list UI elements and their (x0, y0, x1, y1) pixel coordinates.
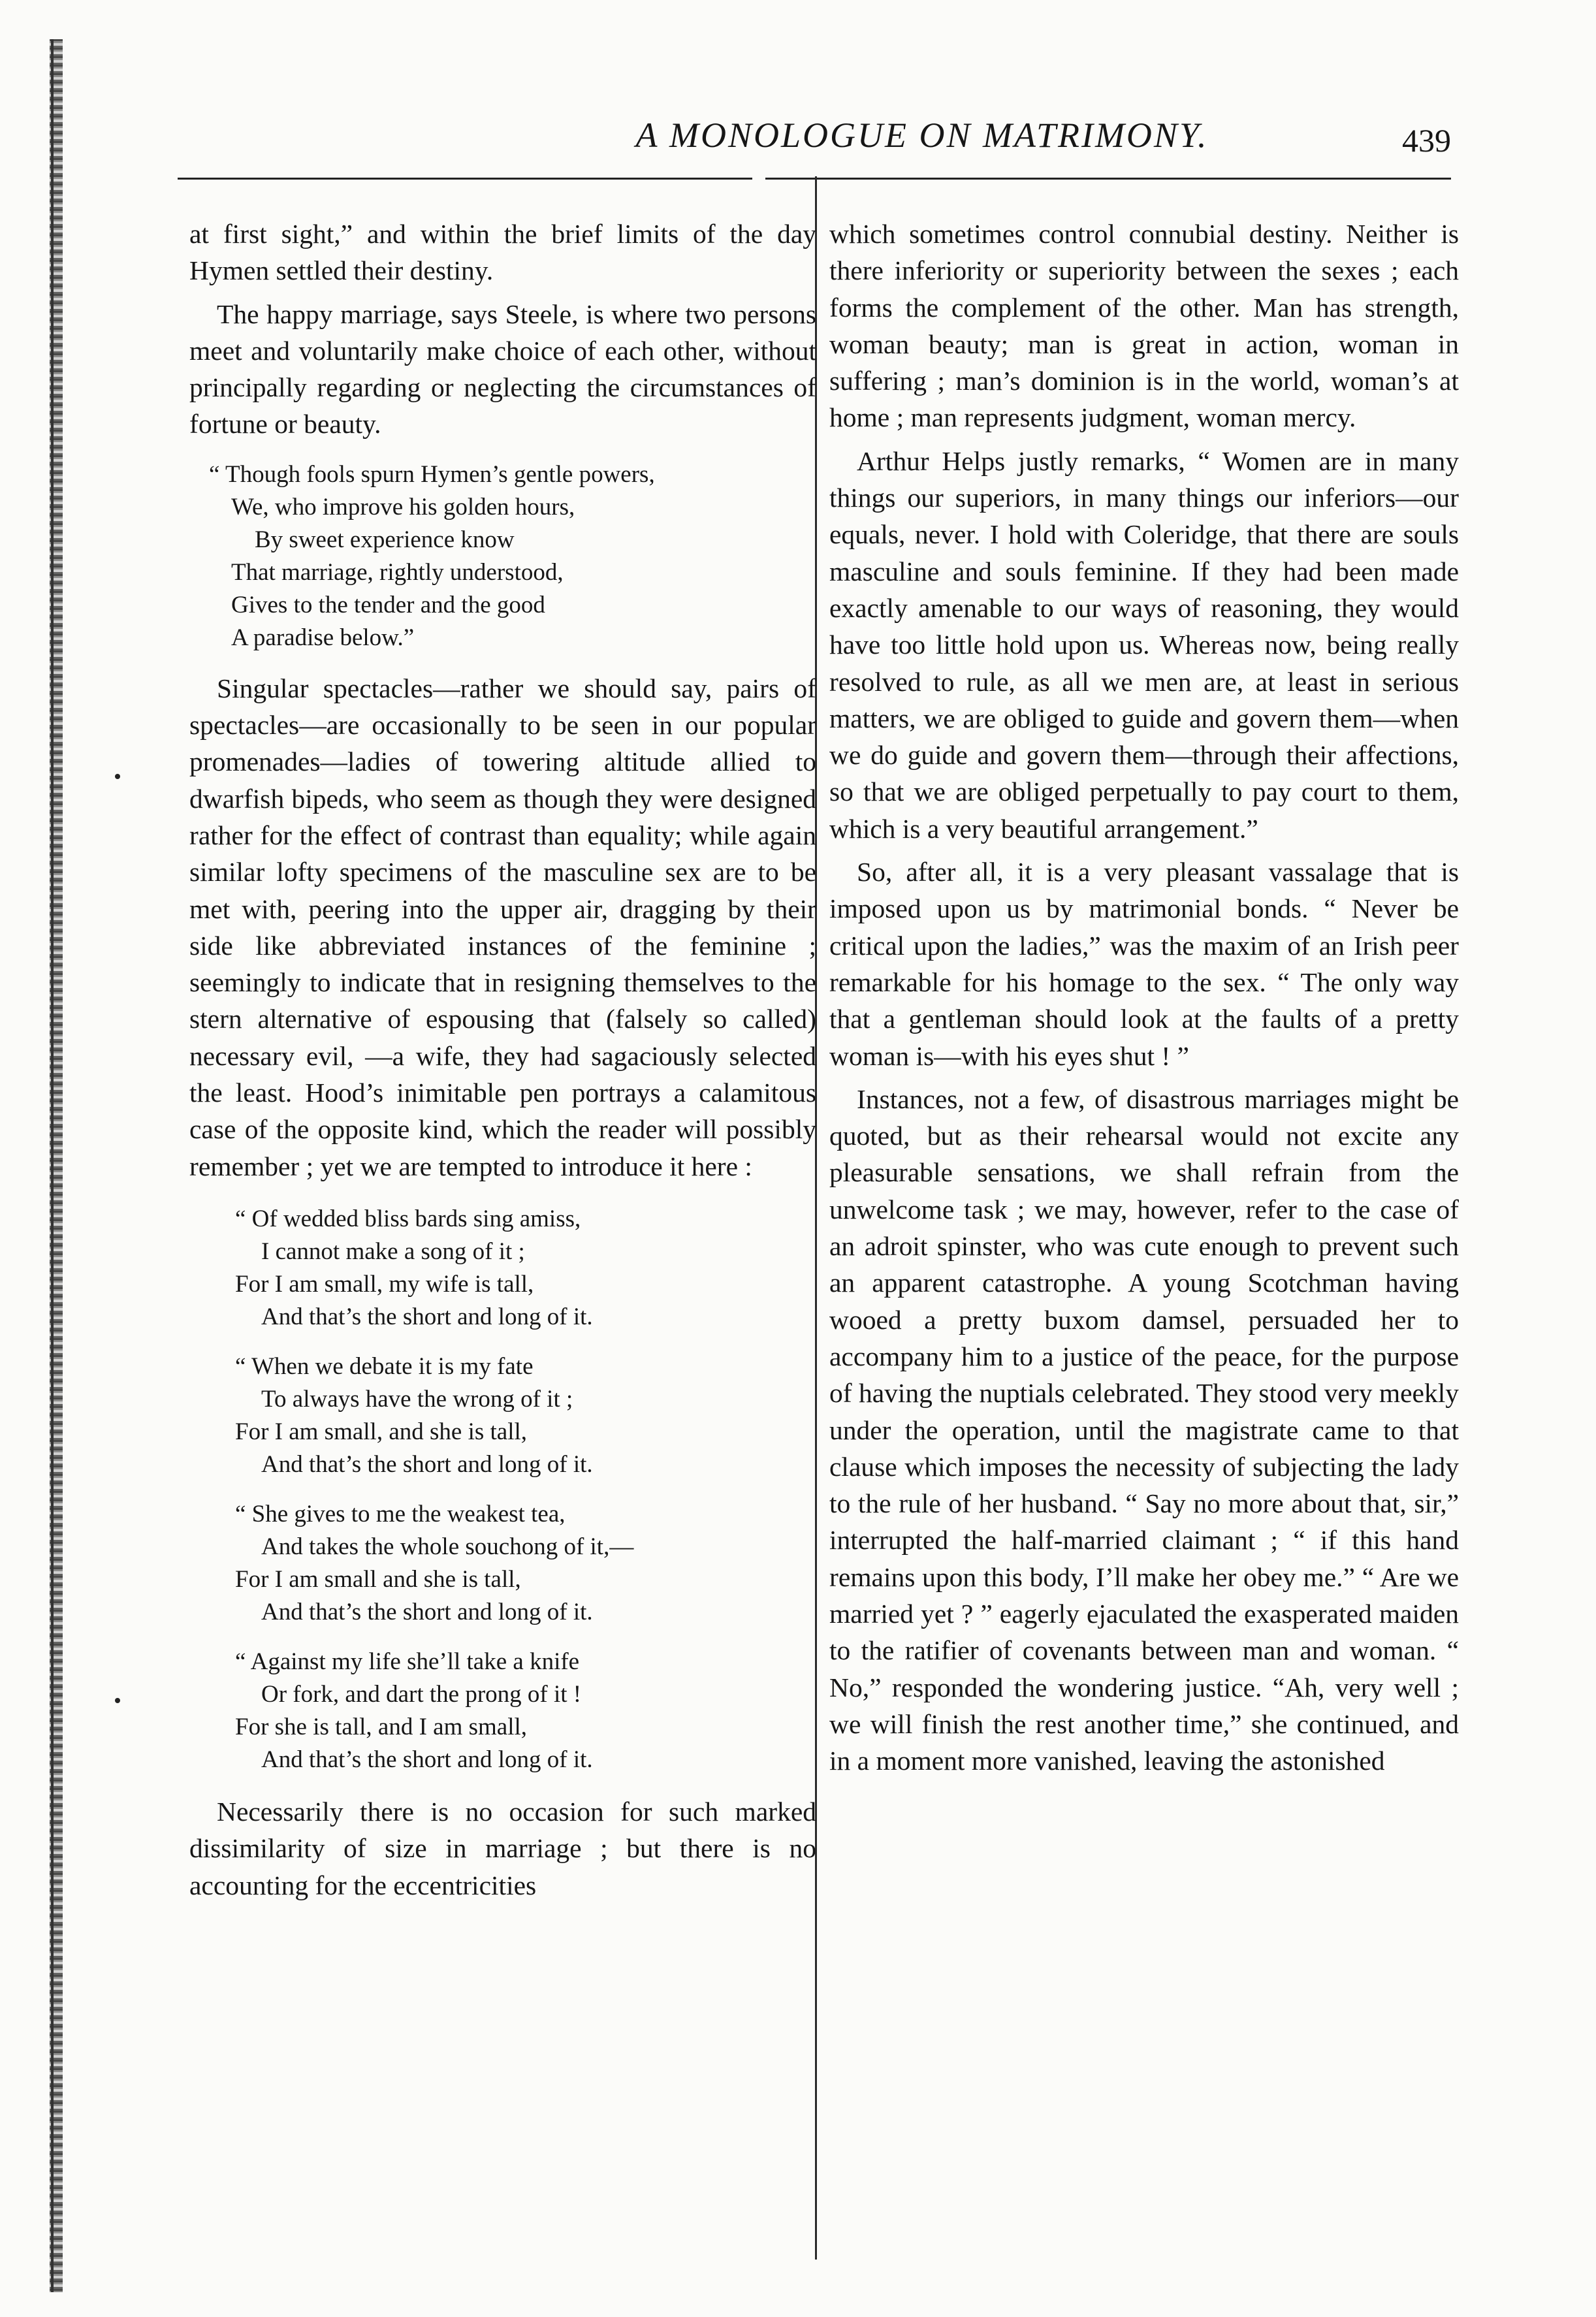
margin-speck (115, 774, 120, 779)
paragraph: at first sight,” and within the brief limits of the day Hymen settled their destiny. (189, 219, 816, 286)
paragraph: Singular spectacles—rather we should say, pairs of spectacles—are occasionally to be seen in our popular promenades—ladies of towering altitude allied to dwarfish bipeds, who seem as though they were designed rather for the effect of contrast than equality; while again similar lofty specimens of the masculine sex are to be met with, peering into the upper air, dragging by their side like abbreviated instances of the feminine ; seemingly to indicate that in resigning themselves to the stern alternative of espousing that (falsely so called) necessary evil, —a wife, they had sagaciously selected the least. Hood’s inimitable pen portrays a calamitous case of the opposite kind, which the reader will possibly remember ; yet we are tempted to introduce it here : (189, 673, 816, 1181)
paragraph: which sometimes control connubial destiny. Neither is there inferiority or superiority between the sexes ; each forms the complement of the other. Man has strength, woman beauty; man is great in action, woman in suffering ; man’s dominion is in the world, woman’s at home ; man represents judgment, woman mercy. (829, 219, 1459, 433)
header-rule-left (178, 178, 752, 180)
poem-line: To always have the wrong of it ; (261, 1385, 573, 1413)
book-binding-edge (44, 39, 68, 2292)
poem-line: And that’s the short and long of it. (261, 1598, 593, 1625)
poem-line: For I am small and she is tall, (235, 1565, 521, 1593)
poem-line: And that’s the short and long of it. (261, 1303, 593, 1330)
poem-line: “ Against my life she’ll take a knife (235, 1648, 580, 1675)
poem-line: “ When we debate it is my fate (235, 1352, 534, 1380)
binding-rule (51, 39, 54, 2292)
poem-line: For I am small, and she is tall, (235, 1418, 528, 1445)
right-column (829, 216, 1459, 1779)
poem-line: For I am small, my wife is tall, (235, 1270, 534, 1298)
paragraph: Necessarily there is no occasion for such marked dissimilarity of size in marriage ; but there is no accounting for the eccentricities (189, 1796, 816, 1900)
poem-line: That marriage, rightly understood, (231, 558, 564, 586)
poem-line: “ She gives to me the weakest tea, (235, 1500, 566, 1527)
poem-line: Or fork, and dart the prong of it ! (261, 1680, 582, 1708)
poem-line: For she is tall, and I am small, (235, 1713, 528, 1740)
left-column (189, 216, 816, 1904)
margin-speck (115, 1698, 120, 1703)
poem-line: I cannot make a song of it ; (261, 1238, 525, 1265)
paragraph: The happy marriage, says Steele, is where two persons meet and voluntarily make choice of each other, without principally regarding or neglecting the circumstances of fortune or beauty. (189, 298, 816, 439)
poem-line: And that’s the short and long of it. (261, 1450, 593, 1478)
poem-stanza (235, 1203, 816, 1334)
poem-line: And that’s the short and long of it. (261, 1746, 593, 1773)
poem-line: “ Though fools spurn Hymen’s gentle powers, (209, 460, 655, 488)
paragraph: Arthur Helps justly remarks, “ Women are in many things our superiors, in many things our inferiors—our equals, never. I hold with Coleridge, that there are souls masculine and souls feminine. If they had been made exactly amenable to our ways of reasoning, they would have too little hold upon us. Whereas now, being really resolved to rule, as all we men are, at least in serious matters, we are obliged to guide and govern them—when we do guide and govern them—through their affections, so that we are obliged perpetually to pay court to them, which is a very beautiful arrangement.” (829, 445, 1459, 844)
poem-line: And takes the whole souchong of it,— (261, 1533, 634, 1560)
poem-line: By sweet experience know (255, 526, 515, 553)
poem-line: A paradise below.” (231, 624, 415, 651)
poem-line: “ Of wedded bliss bards sing amiss, (235, 1205, 581, 1232)
poem-quotation (209, 458, 816, 654)
poem-line: Gives to the tender and the good (231, 591, 545, 618)
poem-quotation (235, 1203, 816, 1776)
poem-stanza (235, 1646, 816, 1776)
poem-stanza (235, 1350, 816, 1481)
paragraph: So, after all, it is a very pleasant vassalage that is imposed upon us by matrimonial bonds. “ Never be critical upon the ladies,” was the maxim of an Irish peer remarkable for his homage to the sex. “ The only way that a gentleman should look at the faults of a pretty woman is—with his eyes shut ! ” (829, 857, 1459, 1071)
page-header (178, 111, 1451, 170)
poem-stanza (235, 1498, 816, 1629)
poem-line: We, who improve his golden hours, (231, 493, 575, 520)
header-rule-right (765, 178, 1451, 180)
page-number: 439 (1402, 122, 1451, 159)
paragraph: Instances, not a few, of disastrous marriages might be quoted, but as their rehearsal would not excite any pleasurable sensations, we shall refrain from the unwelcome task ; we may, however, refer to the case of an adroit spinster, who was cute enough to prevent such an apparent catastrophe. A young Scotchman having wooed a pretty buxom damsel, persuaded her to accompany him to a justice of the peace, for the purpose of having the nuptials celebrated. They stood very meekly under the operation, until the magistrate came to that clause which imposes the necessity of subjecting the lady to the rule of her husband. “ Say no more about that, sir,” interrupted the half-married claimant ; “ if this hand remains upon this body, I’ll make her obey me.” “ Are we married yet ? ” eagerly ejaculated the exasperated maiden to the ratifier of covenants between man and woman. “ No,” responded the wondering justice. “Ah, very well ; we will finish the rest another time,” she continued, and in a moment more vanished, leaving the astonished (829, 1083, 1459, 1776)
running-title: A MONOLOGUE ON MATRIMONY. (635, 116, 1209, 155)
